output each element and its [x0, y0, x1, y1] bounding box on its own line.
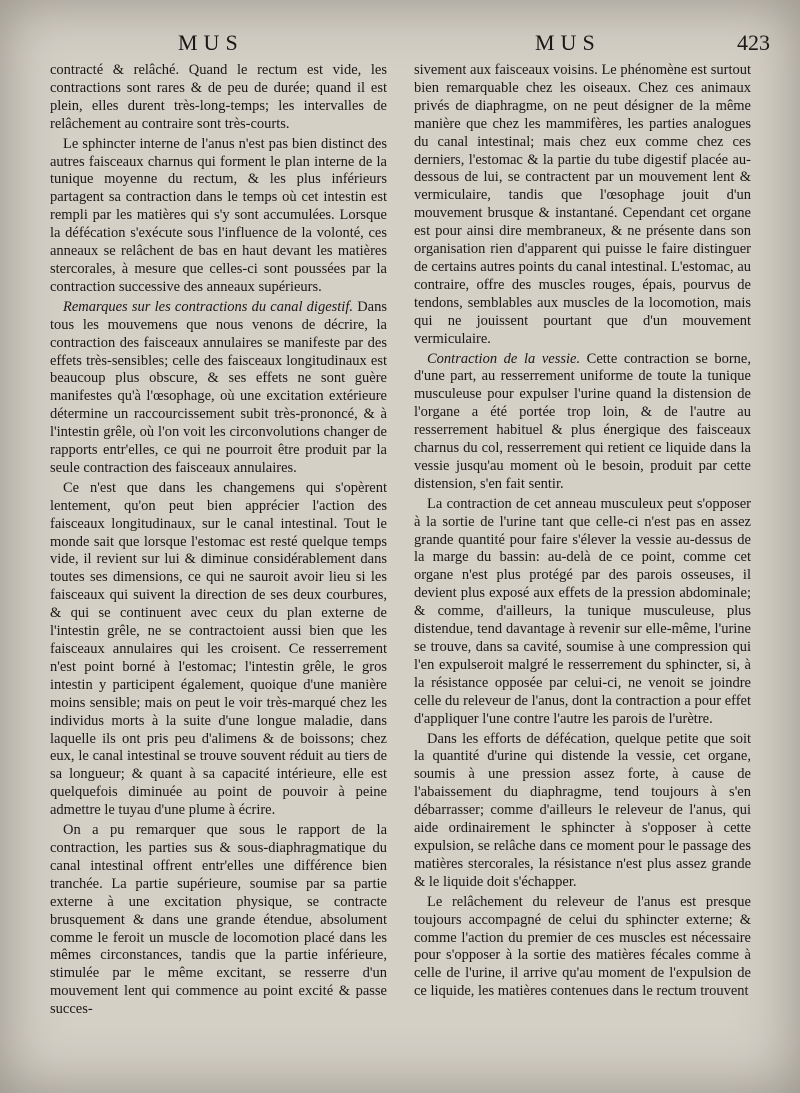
paragraph	[50, 62, 387, 134]
section-subheading: Contraction de la vessie.	[427, 350, 581, 367]
paragraph	[414, 351, 751, 494]
header-left-title: MUS	[178, 30, 244, 55]
paragraph	[50, 299, 387, 478]
paragraph-text: Cette contraction se borne, d'une part, au resserrement uniforme de toute la tunique musculeuse pour expulser l'urine quand la distension de l'organe a été portée trop loin, & de l'autre au resserrement habituel & plus énergique des faisceaux charnus du col, resserrement qui retient ce liquide dans la vessie jusqu'au moment où le besoin, produit par cette distension, s'en fait sentir.	[414, 350, 751, 492]
right-column	[414, 62, 751, 1072]
header-right-title: MUS	[535, 30, 601, 55]
section-subheading: Remarques sur les contractions du canal digestif.	[63, 298, 353, 315]
paragraph-text: sivement aux faisceaux voisins. Le phénomène est surtout bien remarquable chez les oiseaux. Chez ces animaux privés de diaphragme, on ne peut désigner de la même manière que chez les mammifères, les parties analogues du canal intestinal; mais chez eux comme chez ces derniers, l'estomac & la partie du tube digestif placée au-dessous de lui, se contractent par un mouvement lent & vermiculaire, tandis que l'œsophage jouit d'un mouvement brusque & instantané. Cependant cet organe est pour ainsi dire membraneux, & ne présente dans son organisation rien d'apparent qui puisse le faire distinguer de certains autres points du canal intestinal. L'estomac, au contraire, offre des muscles rouges, épais, pourvus de tendons, semblables aux muscles de la locomotion, mais qui ne jouissent pourtant que d'un mouvement vermiculaire.	[414, 62, 751, 347]
paragraph	[50, 480, 387, 820]
paragraph	[50, 136, 387, 297]
paragraph-text: Dans les efforts de défécation, quelque petite que soit la quantité d'urine qui distende la vessie, cet organe, soumis à une pression assez forte, à cause de l'abaissement du diaphragme, tend toujours à s'en débarrasser; comme d'ailleurs le releveur de l'anus, qui aide ordinairement le sphincter à s'opposer à cette expulsion, se relâche dans ce moment pour le passage des matières stercorales, la résistance n'est plus assez grande & le liquide doit s'échapper.	[414, 730, 751, 890]
paragraph-text: contracté & relâché. Quand le rectum est vide, les contractions sont rares & de peu de durée; quand il est plein, elles durent très-long-temps; les intervalles de relâchement au contraire sont très-courts.	[50, 62, 387, 132]
left-column	[50, 62, 387, 1072]
paragraph	[50, 822, 387, 1019]
paragraph-text: Le relâchement du releveur de l'anus est presque toujours accompagné de celui du sphincter externe; & comme l'action du premier de ces muscles est nécessaire pour s'opposer à la sortie des matières fécales comme à celle de l'urine, il arrive qu'au moment de l'expulsion de ce liquide, les matières contenues dans le rectum trouvent	[414, 893, 751, 1000]
paragraph-text: Ce n'est que dans les changemens qui s'opèrent lentement, qu'on peut bien apprécier l'action des faisceaux longitudinaux, sur le canal intestinal. Tout le monde sait que lorsque l'estomac est resté quelque temps vide, il revient sur lui & diminue considérablement dans toutes ses dimensions, ce qui ne sauroit avoir lieu si les faisceaux qui suivent la direction de ses deux courbures, & qui se continuent avec ceux du plan externe de l'intestin grêle, ne se contractoient aussi bien que les faisceaux annulaires qui les croisent. Ce resserrement n'est point borné à l'estomac; l'intestin grêle, le gros intestin y participent également, quoique d'une manière moins sensible; mais on peut le voir très-marqué chez les individus morts à la suite d'une longue maladie, dans laquelle ils ont pris peu d'alimens & de boissons; chez eux, le canal intestinal se trouve souvent réduit au tiers de sa longueur; & quant à sa capacité intérieure, elle est quelquefois diminuée au point de pouvoir à peine admettre le tuyau d'une plume à écrire.	[50, 479, 387, 819]
paragraph-text: On a pu remarquer que sous le rapport de la contraction, les parties sus & sous-diaphragmatique du canal intestinal offrent entr'elles une différence bien tranchée. La partie supérieure, soumise par sa partie externe à une excitation physique, se contracte brusquement & dans une grande étendue, absolument comme le feroit un muscle de locomotion placé dans les mêmes circonstances, tandis que la partie inférieure, stimulée par le même excitant, se resserre d'un mouvement lent qui commence au point excité & passe succes-	[50, 822, 387, 1018]
paragraph	[414, 731, 751, 892]
paragraph-text: La contraction de cet anneau musculeux peut s'opposer à la sortie de l'urine tant que celle-ci n'est pas en assez grande quantité pour faire s'élever la vessie au-dessus de la marge du bassin: au-delà de ce point, comme cet organe n'est plus protégé par des parois osseuses, il devient plus exposé aux effets de la pression abdominale; & comme, d'ailleurs, la tunique musculeuse, plus distendue, tend davantage à revenir sur elle-même, l'urine se trouve, dans sa cavité, soumise à une compression qui l'en expulseroit malgré le resserrement du sphincter, si, à la résistance opposée par celui-ci, ne venoit se joindre celle du releveur de l'anus, dont la contraction a pour effet d'appliquer l'une contre l'autre les parois de l'urètre.	[414, 495, 751, 727]
paragraph	[414, 62, 751, 349]
paragraph-text: Le sphincter interne de l'anus n'est pas bien distinct des autres faisceaux charnus qui forment le plan interne de la tunique moyenne du rectum, & les plus inférieurs partagent sa contraction dans le temps où cet intestin est rempli par les matières qui s'y sont accumulées. Lorsque la défécation s'exécute sous l'influence de la volonté, ces anneaux se relâchent de bas en haut devant les matières stercorales, à mesure que celles-ci sont poussées par la contraction successive des anneaux supérieurs.	[50, 135, 387, 295]
running-header	[0, 30, 800, 64]
page-number: 423	[737, 30, 770, 55]
paragraph	[414, 496, 751, 729]
paragraph-text: Dans tous les mouvemens que nous venons de décrire, la contraction des faisceaux annulaires se manifeste par des effets très-sensibles; celle des faisceaux longitudinaux est beaucoup plus obscure, & ses effets ne sont guère manifestes qu'à l'œsophage, où une excitation extérieure détermine un raccourcissement subit très-prononcé, & à l'intestin grêle, où l'on voit les circonvolutions changer de rapports entr'elles, ce qui ne pourroit être produit par la seule contraction des faisceaux annulaires.	[50, 298, 387, 476]
paragraph	[414, 894, 751, 1001]
